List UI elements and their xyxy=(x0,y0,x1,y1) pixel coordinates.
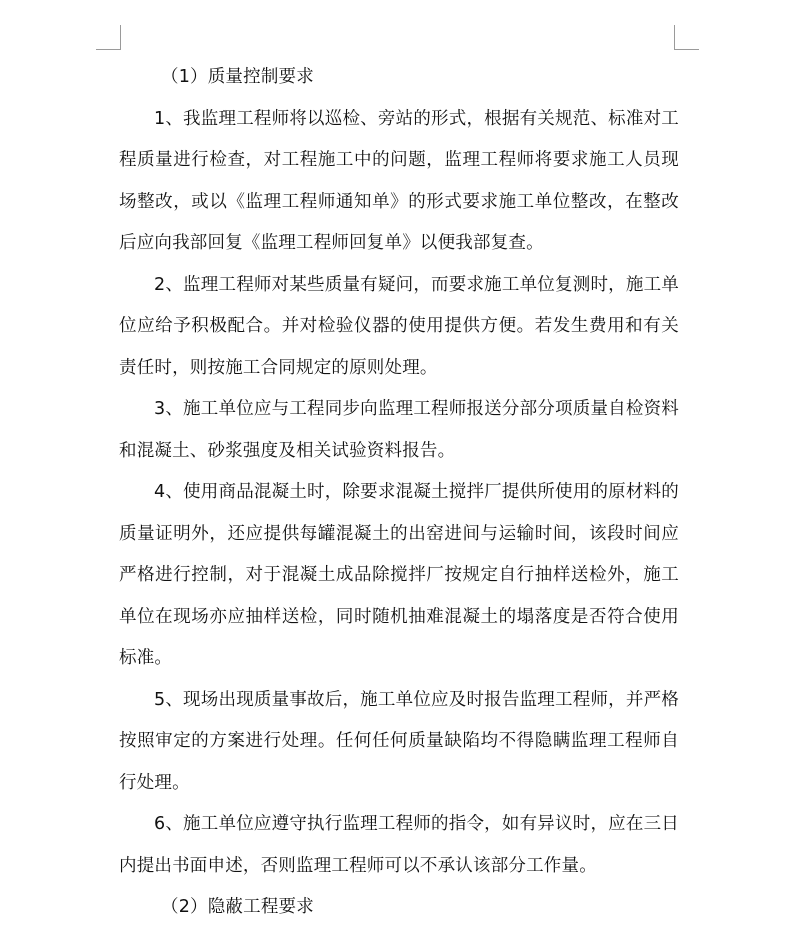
paragraph-1: 1、我监理工程师将以巡检、旁站的形式，根据有关规范、标准对工程质量进行检查，对工程施工中的问题，监理工程师将要求施工人员现场整改，或以《监理工程师通知单》的形式要求施工单位整改，在整改后应向我部回复《监理工程师回复单》以便我部复查。 xyxy=(119,108,679,253)
paragraph-4: 4、使用商品混凝土时，除要求混凝土搅拌厂提供所使用的原材料的质量证明外，还应提供每罐混凝土的出窑进间与运输时间，该段时间应严格进行控制，对于混凝土成品除搅拌厂按规定自行抽样送检外，施工单位在现场亦应抽样送检，同时随机抽难混凝土的塌落度是否符合使用标准。 xyxy=(119,482,679,668)
paragraph-6: 6、施工单位应遵守执行监理工程师的指令，如有异议时，应在三日内提出书面申述，否则监理工程师可以不承认该部分工作量。 xyxy=(119,814,679,876)
section-heading-quality-control: （1）质量控制要求 xyxy=(161,67,314,87)
paragraph-2: 2、监理工程师对某些质量有疑问，而要求施工单位复测时，施工单位应给予积极配合。并对检验仪器的使用提供方便。若发生费用和有关责任时，则按施工合同规定的原则处理。 xyxy=(119,274,679,378)
paragraph-3: 3、施工单位应与工程同步向监理工程师报送分部分项质量自检资料和混凝土、砂浆强度及相关试验资料报告。 xyxy=(119,399,679,461)
margin-corner-mark-top-right xyxy=(674,25,699,50)
paragraph-5: 5、现场出现质量事故后，施工单位应及时报告监理工程师，并严格按照审定的方案进行处理。任何任何质量缺陷均不得隐瞒监理工程师自行处理。 xyxy=(119,689,679,793)
section-heading-concealed-works: （2）隐蔽工程要求 xyxy=(161,897,314,917)
margin-corner-mark-top-left xyxy=(96,25,121,50)
document-body xyxy=(119,57,679,929)
